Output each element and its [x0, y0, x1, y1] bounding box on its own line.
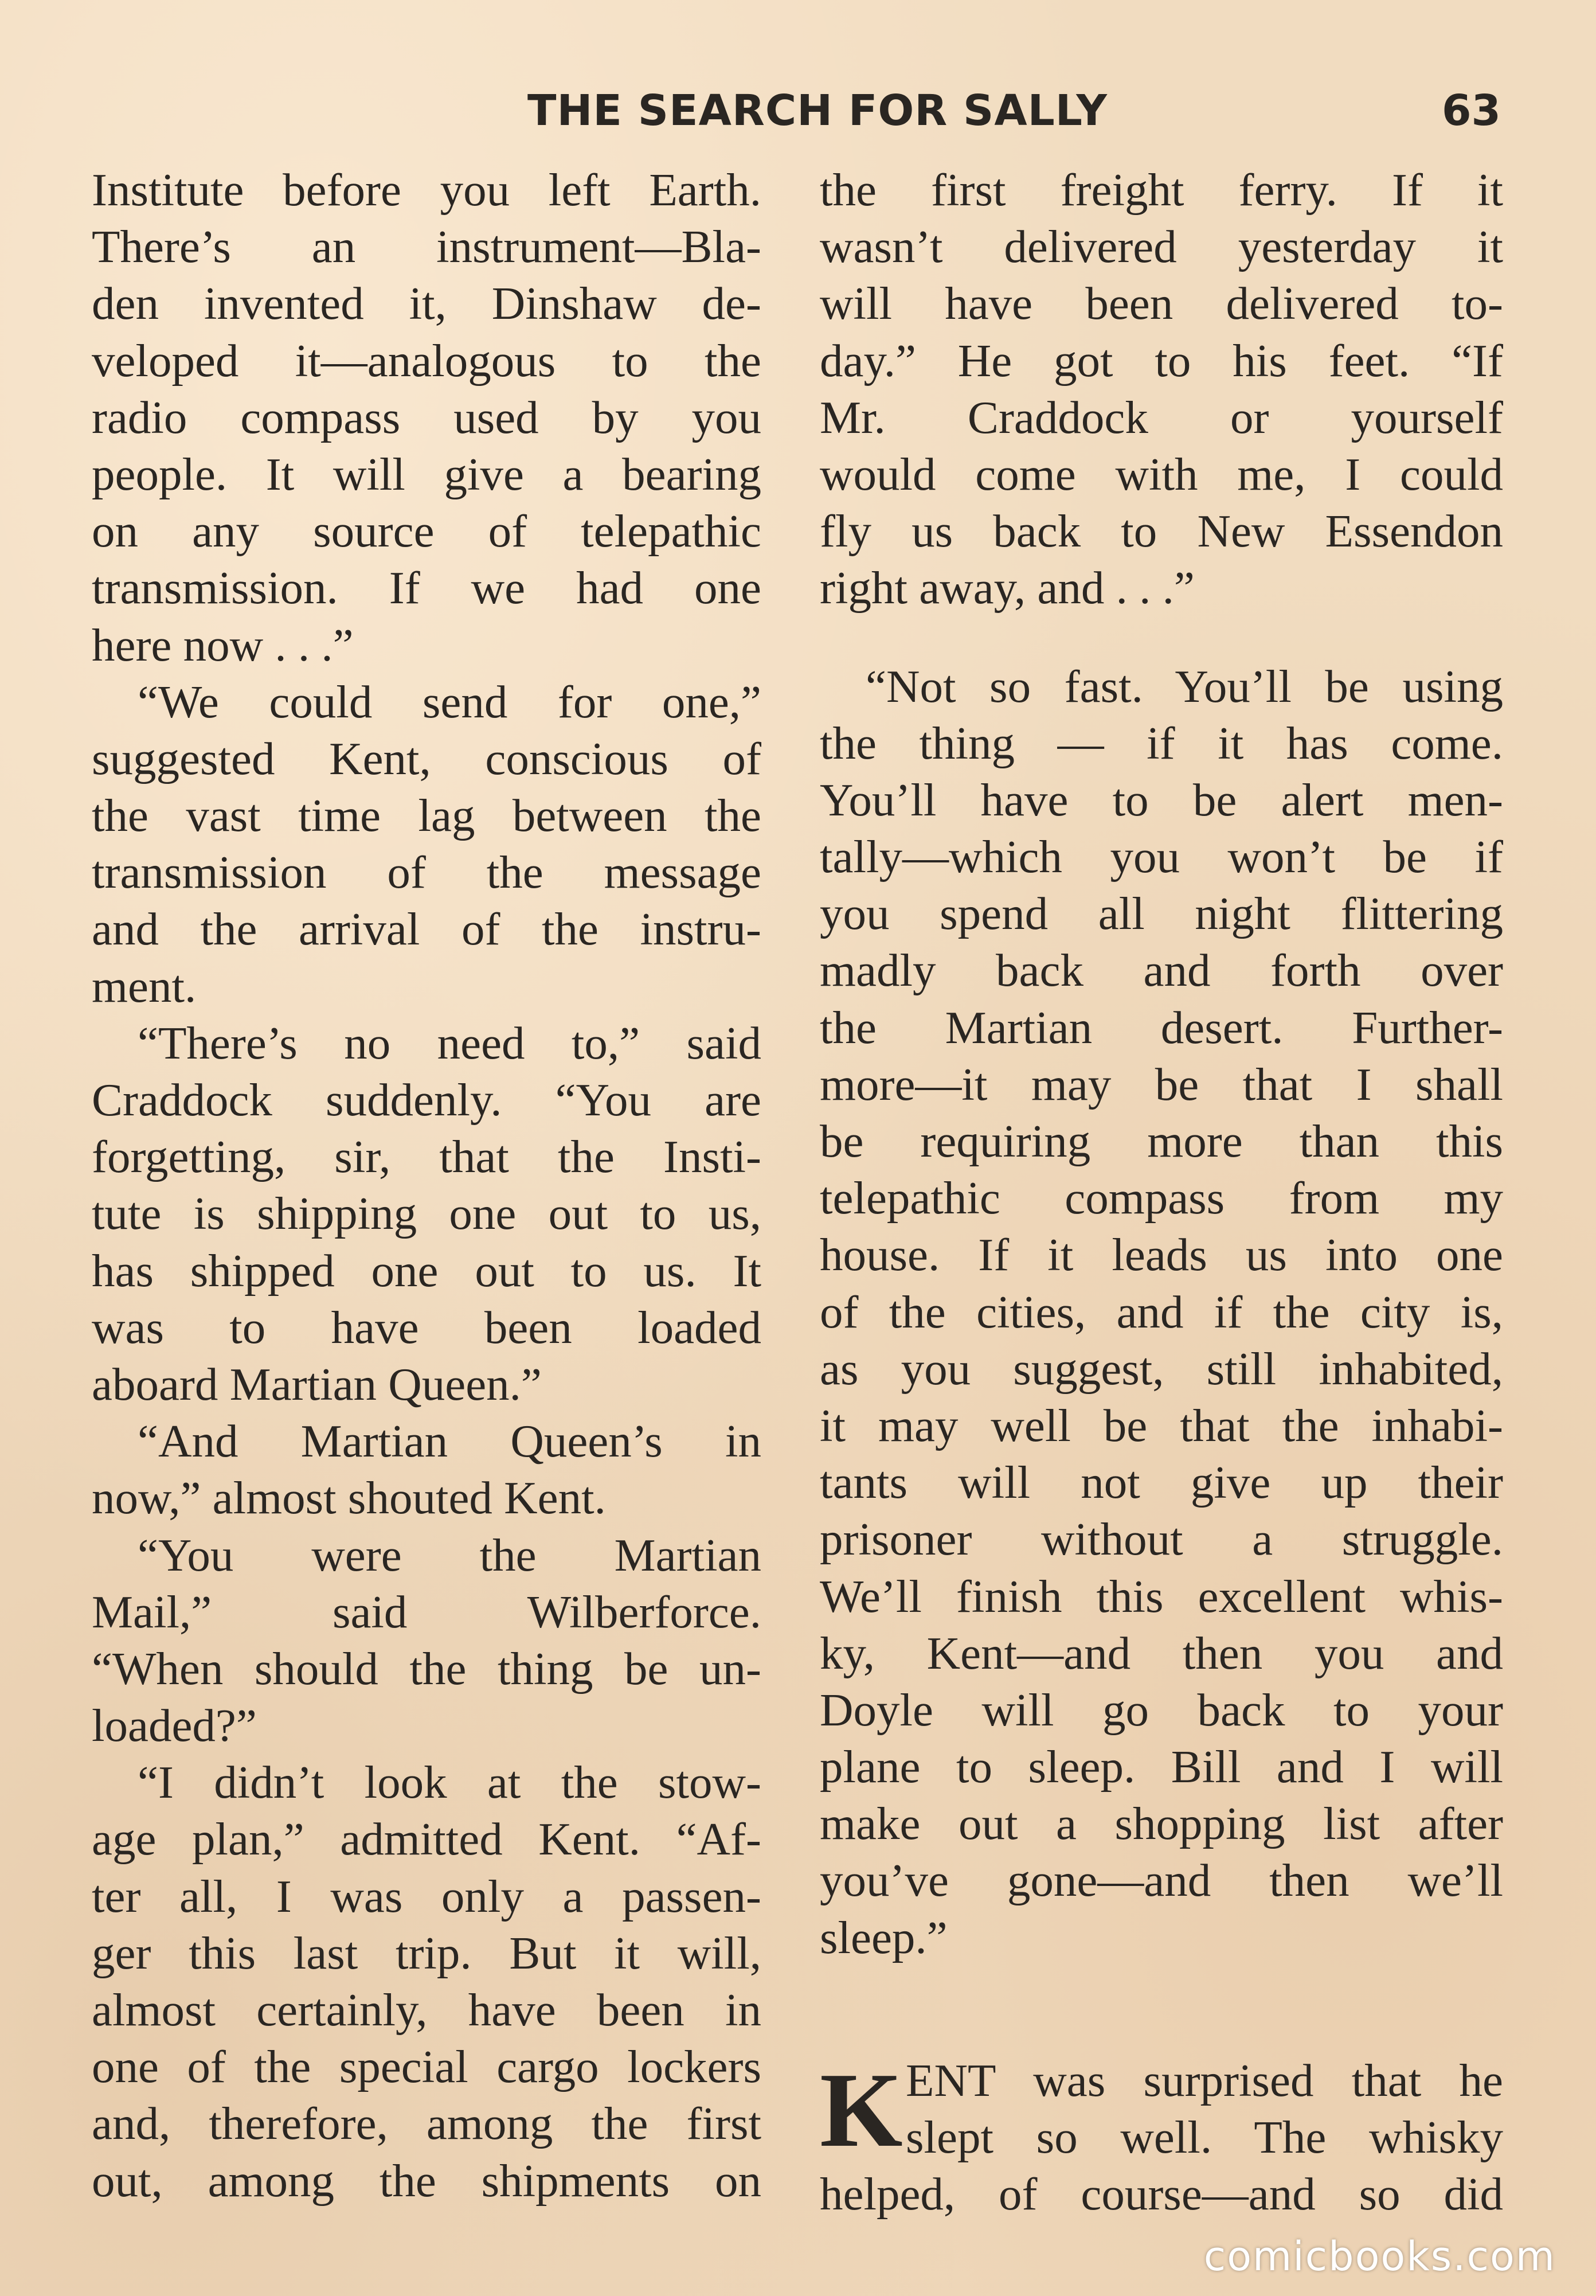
running-title: THE SEARCH FOR SALLY [527, 86, 1108, 135]
text-line: den invented it, Dinshaw de- [92, 278, 761, 330]
text-line: the thing — if it has come. [820, 717, 1503, 769]
text-line: right away, and . . .” [820, 562, 1195, 614]
text-line: now,” almost shouted Kent. [92, 1472, 606, 1524]
text-line: ky, Kent—and then you and [820, 1627, 1503, 1679]
text-line: Mr. Craddock or yourself [820, 391, 1503, 443]
text-line: as you suggest, still inhabited, [820, 1342, 1503, 1395]
text-line: out, among the shipments on [92, 2154, 761, 2207]
text-line: on any source of telepathic [92, 505, 761, 557]
text-line: helped, of course—and so did [820, 2168, 1503, 2220]
text-line: make out a shopping list after [820, 1798, 1503, 1850]
text-line: forgetting, sir, that the Insti- [92, 1131, 761, 1183]
text-line: transmission. If we had one [92, 562, 761, 614]
section-break [820, 1966, 1503, 2052]
text-line: radio compass used by you [92, 391, 761, 443]
text-line: was to have been loaded [92, 1301, 761, 1353]
text-line: Craddock suddenly. “You are [92, 1074, 761, 1126]
text-line: transmission of the message [92, 846, 761, 899]
text-line: sleep.” [820, 1911, 948, 1963]
page-header [0, 79, 1596, 142]
text-line: There’s an instrument—Bla- [92, 221, 761, 273]
text-line: the first freight ferry. If it [820, 164, 1503, 216]
text-line: tants will not give up their [820, 1457, 1503, 1509]
text-line: “We could send for one,” [138, 675, 761, 728]
text-line: plane to sleep. Bill and I will [820, 1741, 1503, 1793]
text-line: will have been delivered to- [820, 278, 1503, 330]
section-opening-paragraph [820, 2052, 1503, 2223]
text-line: prisoner without a struggle. [820, 1513, 1503, 1565]
text-line: of the cities, and if the city is, [820, 1286, 1503, 1338]
text-line: more—it may be that I shall [820, 1058, 1503, 1110]
text-line: wasn’t delivered yesterday it [820, 221, 1503, 273]
text-line: aboard Martian Queen.” [92, 1358, 542, 1410]
left-column [92, 162, 761, 2209]
text-line: tally—which you won’t be if [820, 831, 1503, 883]
paragraph-gap [820, 617, 1503, 658]
text-line: Institute before you left Earth. [92, 164, 761, 216]
text-line: “You were the Martian [138, 1529, 761, 1581]
text-line: you’ve gone—and then we’ll [820, 1854, 1503, 1907]
text-line: the vast time lag between the [92, 790, 761, 842]
text-line: people. It will give a bearing [92, 448, 761, 500]
watermark: comicbooks.com [1203, 2233, 1556, 2280]
text-line: “There’s no need to,” said [138, 1017, 761, 1069]
text-line: here now . . .” [92, 619, 354, 671]
text-line: “I didn’t look at the stow- [138, 1756, 761, 1809]
text-line: loaded?” [92, 1700, 257, 1752]
text-line: “And Martian Queen’s in [138, 1415, 761, 1467]
text-line: “Not so fast. You’ll be using [866, 660, 1503, 712]
text-line: madly back and forth over [820, 944, 1503, 997]
text-line: has shipped one out to us. It [92, 1244, 761, 1297]
text-line: tute is shipping one out to us, [92, 1188, 761, 1240]
text-line: slept so well. The whisky [906, 2111, 1503, 2163]
drop-cap: K [820, 2051, 903, 2169]
text-line: ter all, I was only a passen- [92, 1870, 761, 1922]
text-line: telepathic compass from my [820, 1172, 1503, 1224]
text-line: veloped it—analogous to the [92, 334, 761, 386]
text-line: We’ll finish this excellent whis- [820, 1570, 1503, 1622]
text-line: Mail,” said Wilberforce. [92, 1586, 761, 1638]
text-line: fly us back to New Essendon [820, 505, 1503, 557]
text-line: one of the special cargo lockers [92, 2041, 761, 2093]
text-line: the Martian desert. Further- [820, 1001, 1503, 1053]
text-line: day.” He got to his feet. “If [820, 334, 1503, 386]
page-number: 63 [1442, 86, 1501, 135]
right-column [820, 162, 1503, 2223]
text-line: almost certainly, have been in [92, 1984, 761, 2036]
text-line: ger this last trip. But it will, [92, 1927, 761, 1979]
text-line: age plan,” admitted Kent. “Af- [92, 1813, 761, 1865]
text-line: Doyle will go back to your [820, 1684, 1503, 1736]
text-line: ment. [92, 960, 197, 1012]
text-line: house. If it leads us into one [820, 1229, 1503, 1281]
text-line: it may well be that the inhabi- [820, 1399, 1503, 1451]
text-line: ENT was surprised that he [906, 2054, 1503, 2106]
text-line: you spend all night flittering [820, 888, 1503, 940]
text-line: and, therefore, among the first [92, 2098, 761, 2150]
text-line: would come with me, I could [820, 448, 1503, 500]
text-line: You’ll have to be alert men- [820, 774, 1503, 826]
text-line: be requiring more than this [820, 1115, 1503, 1167]
text-line: and the arrival of the instru- [92, 903, 761, 955]
text-line: “When should the thing be un- [92, 1642, 761, 1694]
text-line: suggested Kent, conscious of [92, 732, 761, 784]
